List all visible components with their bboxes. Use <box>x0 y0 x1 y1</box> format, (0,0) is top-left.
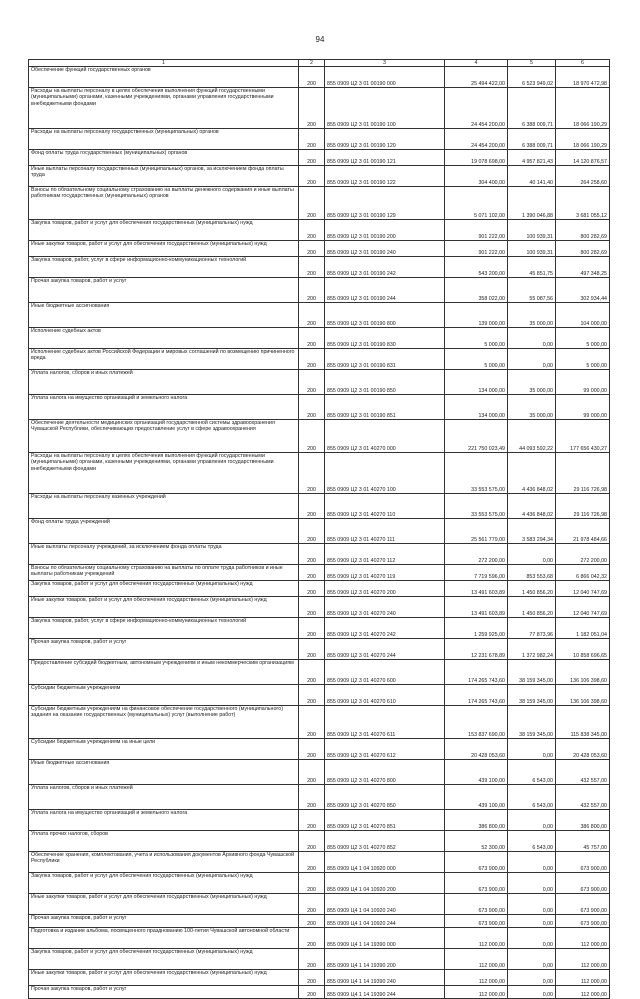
row-name-cell: Субсидии бюджетным учреждениям <box>29 685 299 706</box>
row-name-cell: Обеспечение хранения, комплектования, учета и использования документов Архивного фонда Чувашской Республики <box>29 852 299 873</box>
row-approved-cell: 112 000,00 <box>445 949 508 970</box>
row-code-cell: 200 <box>299 639 325 660</box>
row-remaining-cell: 12 040 747,69 <box>556 597 610 618</box>
row-approved-cell: 174 265 743,60 <box>445 660 508 685</box>
row-approved-cell: 153 837 690,00 <box>445 706 508 739</box>
row-remaining-cell: 104 000,00 <box>556 303 610 328</box>
row-code-cell: 200 <box>299 597 325 618</box>
table-row <box>29 328 610 349</box>
row-kbk-cell: 855 0909 Ц2 3 01 00190 120 <box>325 129 445 150</box>
row-executed-cell: 0,00 <box>508 810 556 831</box>
table-row <box>29 581 610 597</box>
table-row <box>29 660 610 685</box>
row-code-cell: 200 <box>299 831 325 852</box>
row-approved-cell: 901 222,00 <box>445 241 508 257</box>
row-kbk-cell: 855 0909 Ц2 3 01 40270 850 <box>325 785 445 810</box>
row-code-cell: 200 <box>299 453 325 494</box>
row-name-cell: Расходы на выплаты персоналу в целях обеспечения выполнения функций государственными (муниципальными) органами, казенными учреждениями, органами управления государственными внебюджетными фондами <box>29 88 299 129</box>
table-row <box>29 150 610 166</box>
row-kbk-cell: 855 0909 Ц2 3 01 00190 851 <box>325 395 445 420</box>
col-header-3: 3 <box>325 60 445 67</box>
row-executed-cell: 4 436 848,02 <box>508 494 556 519</box>
row-approved-cell: 25 561 779,00 <box>445 519 508 544</box>
table-row <box>29 349 610 370</box>
row-kbk-cell: 855 0909 Ц2 3 01 40270 119 <box>325 565 445 581</box>
page-number: 94 <box>315 35 325 44</box>
row-kbk-cell: 855 0909 Ц2 3 01 40270 600 <box>325 660 445 685</box>
row-remaining-cell: 673 900,00 <box>556 915 610 928</box>
row-name-cell: Субсидии бюджетным учреждениям на финансовое обеспечение государственного (муниципального) задания на оказание государственных (муниципальных) услуг (выполнение работ) <box>29 706 299 739</box>
row-name-cell: Прочая закупка товаров, работ и услуг <box>29 639 299 660</box>
table-row <box>29 129 610 150</box>
row-name-cell: Подготовка и издание альбома, посвященного празднованию 100-летия Чувашской автономной области <box>29 928 299 949</box>
row-approved-cell: 25 494 422,00 <box>445 67 508 88</box>
row-kbk-cell: 855 0909 Ц2 3 01 00190 000 <box>325 67 445 88</box>
row-name-cell: Субсидии бюджетным учреждениям на иные цели <box>29 739 299 760</box>
row-remaining-cell: 497 348,25 <box>556 257 610 278</box>
row-name-cell: Фонд оплаты труда государственных (муниципальных) органов <box>29 150 299 166</box>
row-kbk-cell: 855 0909 Ц2 3 01 40270 244 <box>325 639 445 660</box>
row-executed-cell: 55 087,56 <box>508 278 556 303</box>
row-code-cell: 200 <box>299 129 325 150</box>
row-approved-cell: 24 454 200,00 <box>445 88 508 129</box>
row-name-cell: Закупка товаров, работ, услуг в сфере информационно-коммуникационных технологий <box>29 257 299 278</box>
row-approved-cell: 134 000,00 <box>445 395 508 420</box>
row-kbk-cell: 855 0909 Ц2 3 01 40270 111 <box>325 519 445 544</box>
row-approved-cell: 543 200,00 <box>445 257 508 278</box>
row-remaining-cell: 800 282,69 <box>556 220 610 241</box>
row-approved-cell: 52 300,00 <box>445 831 508 852</box>
row-executed-cell: 4 957 821,43 <box>508 150 556 166</box>
row-approved-cell: 673 900,00 <box>445 852 508 873</box>
row-executed-cell: 35 000,00 <box>508 395 556 420</box>
row-code-cell: 200 <box>299 785 325 810</box>
table-row <box>29 67 610 88</box>
row-code-cell: 200 <box>299 420 325 453</box>
row-approved-cell: 112 000,00 <box>445 970 508 986</box>
row-executed-cell: 0,00 <box>508 544 556 565</box>
row-approved-cell: 12 231 678,89 <box>445 639 508 660</box>
row-approved-cell: 33 553 575,00 <box>445 494 508 519</box>
row-name-cell: Фонд оплаты труда учреждений <box>29 519 299 544</box>
row-name-cell: Расходы на выплаты персоналу в целях обеспечения выполнения функций государственными (муниципальными) органами, казенными учреждениями, органами управления государственными внебюджетными фондами <box>29 453 299 494</box>
row-remaining-cell: 272 200,00 <box>556 544 610 565</box>
row-kbk-cell: 855 0909 Ц4 1 14 19390 200 <box>325 949 445 970</box>
row-kbk-cell: 855 0909 Ц2 3 01 00190 100 <box>325 88 445 129</box>
row-kbk-cell: 855 0909 Ц4 1 14 19390 240 <box>325 970 445 986</box>
col-header-4: 4 <box>445 60 508 67</box>
row-approved-cell: 439 100,00 <box>445 785 508 810</box>
row-kbk-cell: 855 0909 Ц2 3 01 40270 000 <box>325 420 445 453</box>
row-code-cell: 200 <box>299 544 325 565</box>
row-executed-cell: 38 159 345,00 <box>508 706 556 739</box>
row-remaining-cell: 673 900,00 <box>556 852 610 873</box>
budget-execution-table <box>28 59 610 999</box>
row-approved-cell: 112 000,00 <box>445 986 508 999</box>
row-approved-cell: 19 078 698,00 <box>445 150 508 166</box>
row-kbk-cell: 855 0909 Ц2 3 01 00190 121 <box>325 150 445 166</box>
row-approved-cell: 5 071 102,00 <box>445 187 508 220</box>
row-remaining-cell: 29 116 726,98 <box>556 494 610 519</box>
row-approved-cell: 7 719 596,00 <box>445 565 508 581</box>
row-name-cell: Прочая закупка товаров, работ и услуг <box>29 915 299 928</box>
table-row <box>29 453 610 494</box>
row-code-cell: 200 <box>299 873 325 894</box>
row-approved-cell: 24 454 200,00 <box>445 129 508 150</box>
row-approved-cell: 439 100,00 <box>445 760 508 785</box>
row-name-cell: Закупка товаров, работ, услуг в сфере информационно-коммуникационных технологий <box>29 618 299 639</box>
row-code-cell: 200 <box>299 241 325 257</box>
table-row <box>29 915 610 928</box>
row-executed-cell: 4 436 848,02 <box>508 453 556 494</box>
column-number-row <box>29 60 610 67</box>
row-executed-cell: 0,00 <box>508 873 556 894</box>
row-approved-cell: 5 000,00 <box>445 349 508 370</box>
row-name-cell: Закупка товаров, работ и услуг для обеспечения государственных (муниципальных) нужд <box>29 220 299 241</box>
row-code-cell: 200 <box>299 166 325 187</box>
row-executed-cell: 100 939,31 <box>508 220 556 241</box>
row-remaining-cell: 18 066 190,29 <box>556 88 610 129</box>
row-code-cell: 200 <box>299 685 325 706</box>
row-name-cell: Обеспечение функций государственных органов <box>29 67 299 88</box>
row-kbk-cell: 855 0909 Ц2 3 01 40270 611 <box>325 706 445 739</box>
row-kbk-cell: 855 0909 Ц4 1 04 10920 200 <box>325 873 445 894</box>
row-remaining-cell: 6 866 042,32 <box>556 565 610 581</box>
row-executed-cell: 1 390 046,88 <box>508 187 556 220</box>
row-remaining-cell: 800 282,69 <box>556 241 610 257</box>
row-executed-cell: 44 093 592,22 <box>508 420 556 453</box>
table-row <box>29 685 610 706</box>
row-name-cell: Предоставление субсидий бюджетным, автономным учреждениям и иным некоммерческим организациям <box>29 660 299 685</box>
row-executed-cell: 0,00 <box>508 852 556 873</box>
table-row <box>29 187 610 220</box>
row-name-cell: Закупка товаров, работ и услуг для обеспечения государственных (муниципальных) нужд <box>29 873 299 894</box>
table-row <box>29 894 610 915</box>
row-code-cell: 200 <box>299 494 325 519</box>
row-executed-cell: 0,00 <box>508 928 556 949</box>
row-kbk-cell: 855 0909 Ц2 3 01 40270 200 <box>325 581 445 597</box>
row-kbk-cell: 855 0909 Ц2 3 01 00190 830 <box>325 328 445 349</box>
row-approved-cell: 33 553 575,00 <box>445 453 508 494</box>
table-row <box>29 88 610 129</box>
row-executed-cell: 6 543,00 <box>508 760 556 785</box>
row-approved-cell: 20 428 053,60 <box>445 739 508 760</box>
table-row <box>29 785 610 810</box>
row-executed-cell: 6 523 949,02 <box>508 67 556 88</box>
row-remaining-cell: 112 000,00 <box>556 970 610 986</box>
row-kbk-cell: 855 0909 Ц2 3 01 00190 244 <box>325 278 445 303</box>
row-code-cell: 200 <box>299 257 325 278</box>
row-approved-cell: 901 222,00 <box>445 220 508 241</box>
table-row <box>29 706 610 739</box>
row-remaining-cell: 115 838 345,00 <box>556 706 610 739</box>
row-remaining-cell: 136 106 398,60 <box>556 685 610 706</box>
row-remaining-cell: 21 978 484,66 <box>556 519 610 544</box>
row-code-cell: 200 <box>299 581 325 597</box>
row-name-cell: Иные закупки товаров, работ и услуг для обеспечения государственных (муниципальных) нужд <box>29 970 299 986</box>
row-kbk-cell: 855 0909 Ц2 3 01 00190 200 <box>325 220 445 241</box>
row-name-cell: Уплата налогов, сборов и иных платежей <box>29 785 299 810</box>
table-row <box>29 278 610 303</box>
row-kbk-cell: 855 0909 Ц2 3 01 00190 831 <box>325 349 445 370</box>
row-executed-cell: 6 543,00 <box>508 831 556 852</box>
table-row <box>29 241 610 257</box>
row-executed-cell: 100 939,31 <box>508 241 556 257</box>
row-remaining-cell: 673 900,00 <box>556 873 610 894</box>
row-kbk-cell: 855 0909 Ц2 3 01 40270 851 <box>325 810 445 831</box>
row-approved-cell: 221 750 023,49 <box>445 420 508 453</box>
row-kbk-cell: 855 0909 Ц2 3 01 00190 242 <box>325 257 445 278</box>
table-row <box>29 494 610 519</box>
row-remaining-cell: 99 000,00 <box>556 370 610 395</box>
row-executed-cell: 77 873,96 <box>508 618 556 639</box>
row-code-cell: 200 <box>299 67 325 88</box>
row-executed-cell: 0,00 <box>508 349 556 370</box>
row-name-cell: Исполнение судебных актов <box>29 328 299 349</box>
table-row <box>29 928 610 949</box>
row-kbk-cell: 855 0909 Ц4 1 14 19390 000 <box>325 928 445 949</box>
row-kbk-cell: 855 0909 Ц2 3 01 40270 242 <box>325 618 445 639</box>
row-approved-cell: 673 900,00 <box>445 894 508 915</box>
row-remaining-cell: 45 757,00 <box>556 831 610 852</box>
row-code-cell: 200 <box>299 894 325 915</box>
row-name-cell: Иные выплаты персоналу государственных (муниципальных) органов, за исключением фонда оплаты труда <box>29 166 299 187</box>
table-row <box>29 597 610 618</box>
table-row <box>29 639 610 660</box>
row-kbk-cell: 855 0909 Ц2 3 01 40270 240 <box>325 597 445 618</box>
row-executed-cell: 35 000,00 <box>508 303 556 328</box>
row-name-cell: Закупка товаров, работ и услуг для обеспечения государственных (муниципальных) нужд <box>29 581 299 597</box>
row-approved-cell: 673 900,00 <box>445 873 508 894</box>
row-name-cell: Иные бюджетные ассигнования <box>29 760 299 785</box>
row-remaining-cell: 136 106 398,60 <box>556 660 610 685</box>
row-approved-cell: 272 200,00 <box>445 544 508 565</box>
row-remaining-cell: 99 000,00 <box>556 395 610 420</box>
row-kbk-cell: 855 0909 Ц2 3 01 00190 850 <box>325 370 445 395</box>
col-header-1: 1 <box>29 60 299 67</box>
row-executed-cell: 45 851,75 <box>508 257 556 278</box>
row-executed-cell: 0,00 <box>508 970 556 986</box>
row-code-cell: 200 <box>299 220 325 241</box>
row-code-cell: 200 <box>299 949 325 970</box>
row-executed-cell: 6 388 009,71 <box>508 129 556 150</box>
table-row <box>29 257 610 278</box>
row-remaining-cell: 386 800,00 <box>556 810 610 831</box>
row-code-cell: 200 <box>299 370 325 395</box>
row-remaining-cell: 264 258,60 <box>556 166 610 187</box>
row-code-cell: 200 <box>299 810 325 831</box>
row-code-cell: 200 <box>299 519 325 544</box>
table-row <box>29 303 610 328</box>
row-code-cell: 200 <box>299 915 325 928</box>
row-executed-cell: 38 159 345,00 <box>508 660 556 685</box>
table-row <box>29 565 610 581</box>
row-kbk-cell: 855 0909 Ц2 3 01 40270 612 <box>325 739 445 760</box>
row-executed-cell: 6 543,00 <box>508 785 556 810</box>
row-executed-cell: 40 141,40 <box>508 166 556 187</box>
row-executed-cell: 0,00 <box>508 986 556 999</box>
row-remaining-cell: 673 900,00 <box>556 894 610 915</box>
table-row <box>29 618 610 639</box>
row-code-cell: 200 <box>299 660 325 685</box>
row-approved-cell: 673 900,00 <box>445 915 508 928</box>
row-kbk-cell: 855 0909 Ц2 3 01 40270 852 <box>325 831 445 852</box>
row-approved-cell: 134 000,00 <box>445 370 508 395</box>
row-kbk-cell: 855 0909 Ц4 1 14 19390 244 <box>325 986 445 999</box>
row-name-cell: Прочая закупка товаров, работ и услуг <box>29 278 299 303</box>
row-remaining-cell: 10 858 696,65 <box>556 639 610 660</box>
row-approved-cell: 174 265 743,60 <box>445 685 508 706</box>
row-remaining-cell: 112 000,00 <box>556 928 610 949</box>
row-name-cell: Уплата прочих налогов, сборов <box>29 831 299 852</box>
row-name-cell: Иные закупки товаров, работ и услуг для обеспечения государственных (муниципальных) нужд <box>29 597 299 618</box>
row-remaining-cell: 5 000,00 <box>556 349 610 370</box>
row-name-cell: Иные выплаты персоналу учреждений, за исключением фонда оплаты труда <box>29 544 299 565</box>
row-executed-cell: 3 583 294,34 <box>508 519 556 544</box>
row-executed-cell: 6 388 009,71 <box>508 88 556 129</box>
row-name-cell: Исполнение судебных актов Российской Федерации и мировых соглашений по возмещению причиненного вреда <box>29 349 299 370</box>
table-row <box>29 220 610 241</box>
table-row <box>29 395 610 420</box>
row-code-cell: 200 <box>299 187 325 220</box>
row-kbk-cell: 855 0909 Ц2 3 01 40270 800 <box>325 760 445 785</box>
row-name-cell: Обеспечение деятельности медицинских организаций государственной системы здравоохранения Чувашской Республики, обеспечивающих предоставление услуг в сфере здравоохранения <box>29 420 299 453</box>
table-row <box>29 970 610 986</box>
row-executed-cell: 35 000,00 <box>508 370 556 395</box>
row-executed-cell: 0,00 <box>508 328 556 349</box>
row-remaining-cell: 112 000,00 <box>556 986 610 999</box>
row-name-cell: Прочая закупка товаров, работ и услуг <box>29 986 299 999</box>
row-remaining-cell: 302 934,44 <box>556 278 610 303</box>
row-executed-cell: 0,00 <box>508 949 556 970</box>
row-name-cell: Взносы по обязательному социальному страхованию на выплаты денежного содержания и иные выплаты работникам государственных (муниципальных) органов <box>29 187 299 220</box>
col-header-2: 2 <box>299 60 325 67</box>
row-executed-cell: 1 450 856,20 <box>508 597 556 618</box>
row-kbk-cell: 855 0909 Ц4 1 04 10920 244 <box>325 915 445 928</box>
row-remaining-cell: 3 681 055,12 <box>556 187 610 220</box>
row-code-cell: 200 <box>299 739 325 760</box>
row-remaining-cell: 5 000,00 <box>556 328 610 349</box>
row-approved-cell: 1 259 925,00 <box>445 618 508 639</box>
row-name-cell: Закупка товаров, работ и услуг для обеспечения государственных (муниципальных) нужд <box>29 949 299 970</box>
table-row <box>29 810 610 831</box>
table-row <box>29 544 610 565</box>
row-kbk-cell: 855 0909 Ц2 3 01 40270 110 <box>325 494 445 519</box>
row-name-cell: Уплата налогов, сборов и иных платежей <box>29 370 299 395</box>
row-executed-cell: 38 159 345,00 <box>508 685 556 706</box>
table-row <box>29 760 610 785</box>
row-remaining-cell: 29 116 726,98 <box>556 453 610 494</box>
row-code-cell: 200 <box>299 565 325 581</box>
row-remaining-cell: 18 970 472,98 <box>556 67 610 88</box>
row-kbk-cell: 855 0909 Ц2 3 01 40270 610 <box>325 685 445 706</box>
row-name-cell: Иные закупки товаров, работ и услуг для обеспечения государственных (муниципальных) нужд <box>29 894 299 915</box>
row-executed-cell: 1 450 856,20 <box>508 581 556 597</box>
row-kbk-cell: 855 0909 Ц2 3 01 00190 800 <box>325 303 445 328</box>
table-row <box>29 831 610 852</box>
row-remaining-cell: 112 000,00 <box>556 949 610 970</box>
row-code-cell: 200 <box>299 970 325 986</box>
row-executed-cell: 0,00 <box>508 915 556 928</box>
row-kbk-cell: 855 0909 Ц2 3 01 00190 240 <box>325 241 445 257</box>
row-executed-cell: 853 553,68 <box>508 565 556 581</box>
row-name-cell: Взносы по обязательному социальному страхованию на выплаты по оплате труда работников и иные выплаты работникам учреждений <box>29 565 299 581</box>
row-executed-cell: 0,00 <box>508 894 556 915</box>
row-approved-cell: 13 491 603,89 <box>445 581 508 597</box>
row-remaining-cell: 12 040 747,69 <box>556 581 610 597</box>
row-code-cell: 200 <box>299 760 325 785</box>
row-code-cell: 200 <box>299 928 325 949</box>
row-code-cell: 200 <box>299 852 325 873</box>
row-kbk-cell: 855 0909 Ц2 3 01 00190 122 <box>325 166 445 187</box>
row-executed-cell: 0,00 <box>508 739 556 760</box>
row-remaining-cell: 432 557,00 <box>556 785 610 810</box>
table-row <box>29 370 610 395</box>
row-executed-cell: 1 372 982,24 <box>508 639 556 660</box>
row-code-cell: 200 <box>299 278 325 303</box>
table-row <box>29 420 610 453</box>
table-row <box>29 519 610 544</box>
col-header-5: 5 <box>508 60 556 67</box>
row-kbk-cell: 855 0909 Ц2 3 01 40270 112 <box>325 544 445 565</box>
row-remaining-cell: 1 182 051,04 <box>556 618 610 639</box>
row-approved-cell: 304 400,00 <box>445 166 508 187</box>
table-row <box>29 166 610 187</box>
row-kbk-cell: 855 0909 Ц2 3 01 40270 100 <box>325 453 445 494</box>
row-remaining-cell: 177 656 430,27 <box>556 420 610 453</box>
table-row <box>29 873 610 894</box>
row-approved-cell: 358 022,00 <box>445 278 508 303</box>
row-name-cell: Расходы на выплаты персоналу казенных учреждений <box>29 494 299 519</box>
row-name-cell: Иные закупки товаров, работ и услуг для обеспечения государственных (муниципальных) нужд <box>29 241 299 257</box>
row-kbk-cell: 855 0909 Ц4 1 04 10920 000 <box>325 852 445 873</box>
row-approved-cell: 5 000,00 <box>445 328 508 349</box>
row-code-cell: 200 <box>299 349 325 370</box>
row-remaining-cell: 14 120 876,57 <box>556 150 610 166</box>
row-kbk-cell: 855 0909 Ц4 1 04 10920 240 <box>325 894 445 915</box>
row-code-cell: 200 <box>299 986 325 999</box>
row-name-cell: Уплата налога на имущество организаций и земельного налога <box>29 395 299 420</box>
row-code-cell: 200 <box>299 395 325 420</box>
row-approved-cell: 112 000,00 <box>445 928 508 949</box>
row-code-cell: 200 <box>299 303 325 328</box>
row-remaining-cell: 432 557,00 <box>556 760 610 785</box>
col-header-6: 6 <box>556 60 610 67</box>
table-row <box>29 852 610 873</box>
row-approved-cell: 13 491 603,89 <box>445 597 508 618</box>
row-code-cell: 200 <box>299 150 325 166</box>
table-row <box>29 949 610 970</box>
row-approved-cell: 386 800,00 <box>445 810 508 831</box>
table-row <box>29 986 610 999</box>
row-name-cell: Уплата налога на имущество организаций и земельного налога <box>29 810 299 831</box>
row-code-cell: 200 <box>299 706 325 739</box>
row-name-cell: Иные бюджетные ассигнования <box>29 303 299 328</box>
row-code-cell: 200 <box>299 618 325 639</box>
row-kbk-cell: 855 0909 Ц2 3 01 00190 129 <box>325 187 445 220</box>
table-row <box>29 739 610 760</box>
row-remaining-cell: 20 428 053,60 <box>556 739 610 760</box>
row-remaining-cell: 18 066 190,29 <box>556 129 610 150</box>
row-approved-cell: 139 000,00 <box>445 303 508 328</box>
row-code-cell: 200 <box>299 88 325 129</box>
row-code-cell: 200 <box>299 328 325 349</box>
row-name-cell: Расходы на выплаты персоналу государственных (муниципальных) органов <box>29 129 299 150</box>
